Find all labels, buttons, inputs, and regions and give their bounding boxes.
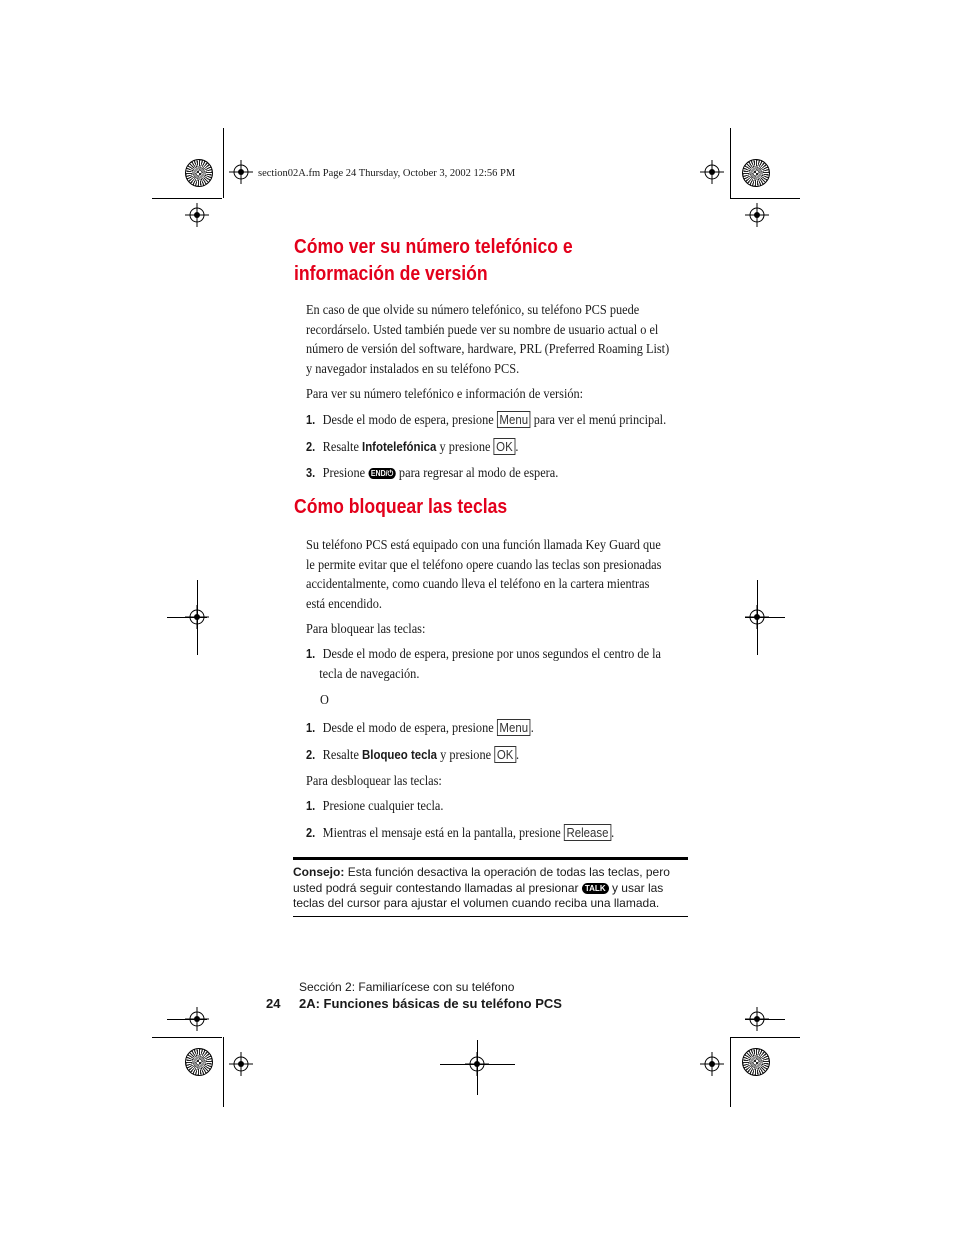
- registration-sunburst-icon: [742, 159, 770, 187]
- registration-sunburst-icon: [185, 159, 213, 187]
- section-title-numero: [294, 234, 573, 288]
- crop-line: [757, 580, 758, 655]
- talk-key-icon: TALK: [582, 883, 609, 894]
- registration-sunburst-icon: [742, 1048, 770, 1076]
- end-power-key-icon: END/⏻: [368, 468, 396, 479]
- title-line-1: Cómo ver su número telefónico e: [294, 236, 573, 258]
- intro-paragraph: En caso de que olvide su número telefónico, su teléfono PCS puede recordárselo. Usted también puede ver su nombre de usuario actual o el número de versión del software, hardware, PRL (Preferred Roaming List) y navegador instalados en su teléfono PCS.: [306, 303, 670, 377]
- menu-key: Menu: [497, 719, 531, 736]
- lead-text: Para ver su número telefónico e información de versión:: [306, 387, 584, 402]
- registration-target-icon: [745, 203, 769, 227]
- page-number: 24: [266, 996, 281, 1011]
- crop-line: [197, 580, 198, 655]
- registration-sunburst-icon: [185, 1048, 213, 1076]
- intro-paragraph: Su teléfono PCS está equipado con una función llamada Key Guard que le permite evitar que el teléfono opere cuando las teclas son presionadas accidentalmente, como cuando lleva el teléfono en la cartera mientras está encendido.: [306, 538, 662, 612]
- step-item: 1. Desde el modo de espera, presione Menu para ver el menú principal.: [306, 412, 667, 428]
- ok-key: OK: [494, 438, 516, 455]
- crop-line: [745, 617, 785, 618]
- section-title-bloquear: Cómo bloquear las teclas: [294, 496, 508, 518]
- page-slug: section02A.fm Page 24 Thursday, October 3, 2002 12:56 PM: [258, 168, 516, 179]
- ok-key: OK: [494, 746, 516, 763]
- registration-target-icon: [229, 1052, 253, 1076]
- title-line-2: información de versión: [294, 263, 488, 285]
- footer-chapter: 2A: Funciones básicas de su teléfono PCS: [299, 996, 562, 1011]
- footer-section: Sección 2: Familiarícese con su teléfono: [299, 980, 515, 994]
- menu-key: Menu: [497, 411, 531, 428]
- registration-target-icon: [700, 1052, 724, 1076]
- registration-target-icon: [229, 160, 253, 184]
- tip-bottom-rule: [293, 916, 688, 917]
- step-item: 1. Presione cualquier tecla.: [306, 799, 444, 814]
- tip-box: Consejo: Esta función desactiva la operación de todas las teclas, pero usted podrá seguir contestando llamadas al presionar TALK y usar las teclas del cursor para ajustar el volumen cuando reciba una llamada.: [293, 857, 688, 912]
- crop-line: [167, 617, 207, 618]
- tip-label: Consejo:: [293, 865, 345, 879]
- registration-target-icon: [700, 160, 724, 184]
- step-item: 2. Resalte Bloqueo tecla y presione OK .: [306, 747, 520, 763]
- step-item: 2. Resalte Infotelefónica y presione OK .: [306, 439, 519, 455]
- crop-line: [477, 1040, 478, 1095]
- or-separator: O: [320, 693, 329, 708]
- lead-text: Para desbloquear las teclas:: [306, 774, 442, 789]
- lead-text: Para bloquear las teclas:: [306, 622, 426, 637]
- crop-line: [167, 1019, 207, 1020]
- registration-target-icon: [185, 203, 209, 227]
- crop-line: [745, 1019, 785, 1020]
- step-item: 1. Desde el modo de espera, presione por unos segundos el centro de la tecla de navegación.: [306, 647, 662, 682]
- step-item: 2. Mientras el mensaje está en la pantalla, presione Release .: [306, 825, 615, 841]
- release-key: Release: [564, 824, 611, 841]
- step-item: 1. Desde el modo de espera, presione Menu .: [306, 720, 534, 736]
- step-item: 3. Presione END/⏻ para regresar al modo de espera.: [306, 466, 559, 481]
